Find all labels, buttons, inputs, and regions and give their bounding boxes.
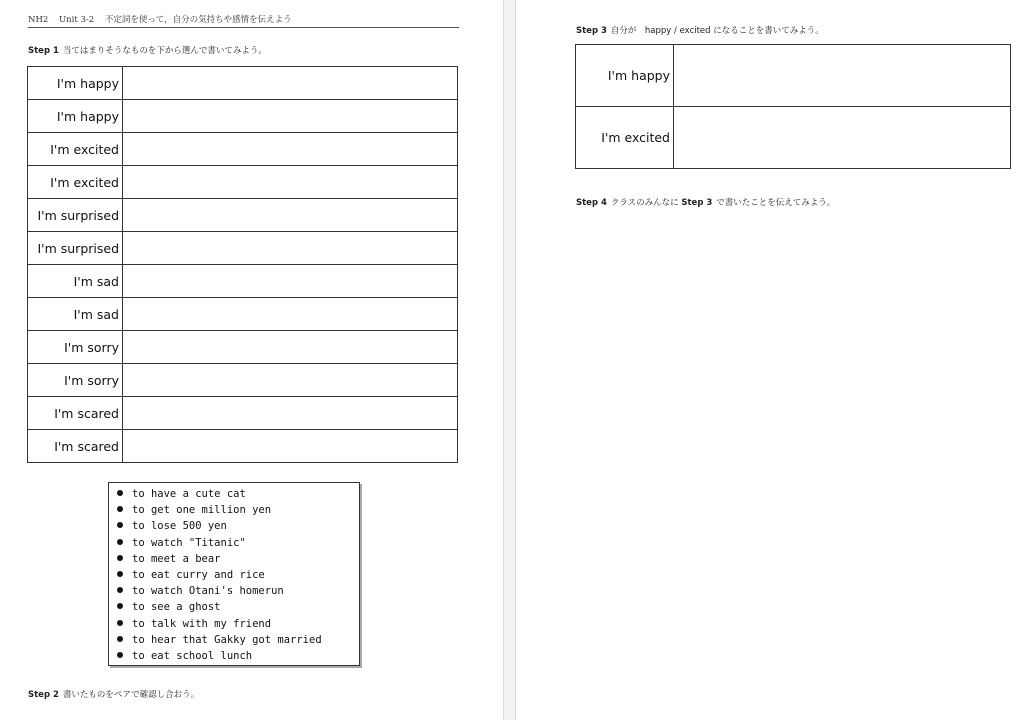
feeling-label: I'm scared <box>28 397 123 430</box>
list-item <box>117 518 353 534</box>
step2-heading <box>28 688 199 700</box>
answer-cell[interactable] <box>674 107 1011 169</box>
word-choice-text: to hear that Gakky got married <box>132 633 322 646</box>
table-row <box>28 199 458 232</box>
list-item <box>117 648 353 664</box>
feeling-label: I'm sad <box>28 265 123 298</box>
step1-instruction: 当てはまりそうなものを下から選んで書いてみよう。 <box>62 46 267 56</box>
step3-instruction: 自分が happy / excited になることを書いてみよう。 <box>610 26 824 36</box>
list-item <box>117 616 353 632</box>
step3-heading <box>576 24 824 36</box>
table-row <box>28 166 458 199</box>
word-choice-text: to eat school lunch <box>132 650 253 663</box>
answer-cell[interactable] <box>674 45 1011 107</box>
answer-cell[interactable] <box>123 199 458 232</box>
unit-label: Unit 3-2 <box>58 15 95 25</box>
page-gutter <box>503 0 516 720</box>
feeling-label: I'm surprised <box>28 232 123 265</box>
word-choice-text: to watch Otani's homerun <box>132 585 284 598</box>
table-row <box>28 232 458 265</box>
feeling-label: I'm surprised <box>28 199 123 232</box>
table-row <box>576 45 1011 107</box>
list-item <box>117 486 353 502</box>
feeling-label: I'm happy <box>28 100 123 133</box>
answer-cell[interactable] <box>123 298 458 331</box>
answer-cell[interactable] <box>123 67 458 100</box>
step1-label: Step 1 <box>28 46 59 56</box>
word-choice-box <box>108 482 360 666</box>
word-choice-text: to get one million yen <box>132 504 272 517</box>
answer-cell[interactable] <box>123 166 458 199</box>
word-choice-text: to watch "Titanic" <box>132 536 246 549</box>
bullet-icon <box>117 539 123 545</box>
answer-cell[interactable] <box>123 364 458 397</box>
step4-ref: Step 3 <box>681 198 713 208</box>
word-choice-list <box>117 486 353 664</box>
list-item <box>117 567 353 583</box>
list-item <box>117 551 353 567</box>
word-choice-text: to eat curry and rice <box>132 569 265 582</box>
feeling-label: I'm happy <box>576 45 674 107</box>
answer-cell[interactable] <box>123 265 458 298</box>
feeling-label: I'm excited <box>28 133 123 166</box>
course-code: NH2 <box>28 15 49 25</box>
feeling-label: I'm excited <box>28 166 123 199</box>
bullet-icon <box>117 490 123 496</box>
table-row <box>28 298 458 331</box>
list-item <box>117 535 353 551</box>
answer-cell[interactable] <box>123 100 458 133</box>
feeling-label: I'm sorry <box>28 364 123 397</box>
step1-table <box>27 66 458 463</box>
feeling-label: I'm sorry <box>28 331 123 364</box>
feeling-label: I'm excited <box>576 107 674 169</box>
list-item <box>117 583 353 599</box>
step1-heading <box>28 44 267 56</box>
table-row <box>576 107 1011 169</box>
bullet-icon <box>117 571 123 577</box>
step2-label: Step 2 <box>28 690 59 700</box>
table-row <box>28 133 458 166</box>
word-choice-text: to meet a bear <box>132 552 221 565</box>
list-item <box>117 632 353 648</box>
bullet-icon <box>117 522 123 528</box>
feeling-label: I'm sad <box>28 298 123 331</box>
table-row <box>28 364 458 397</box>
table-row <box>28 265 458 298</box>
word-choice-text: to talk with my friend <box>132 617 272 630</box>
bullet-icon <box>117 652 123 658</box>
answer-cell[interactable] <box>123 133 458 166</box>
table-row <box>28 397 458 430</box>
step3-table <box>575 44 1011 169</box>
bullet-icon <box>117 603 123 609</box>
table-row <box>28 67 458 100</box>
worksheet-header <box>28 13 459 28</box>
word-choice-text: to lose 500 yen <box>132 520 227 533</box>
feeling-label: I'm scared <box>28 430 123 463</box>
word-choice-text: to have a cute cat <box>132 488 246 500</box>
bullet-icon <box>117 555 123 561</box>
step3-label: Step 3 <box>576 26 607 36</box>
word-choice-text: to see a ghost <box>132 601 221 614</box>
feeling-label: I'm happy <box>28 67 123 100</box>
bullet-icon <box>117 636 123 642</box>
table-row <box>28 331 458 364</box>
step4-heading <box>576 196 835 208</box>
step4-label: Step 4 <box>576 198 607 208</box>
answer-cell[interactable] <box>123 430 458 463</box>
list-item <box>117 502 353 518</box>
bullet-icon <box>117 506 123 512</box>
step4-instruction-before: クラスのみんなに <box>610 198 679 208</box>
answer-cell[interactable] <box>123 331 458 364</box>
step4-instruction-after: で書いたことを伝えてみよう。 <box>716 198 836 208</box>
step2-instruction: 書いたものをペアで確認し合おう。 <box>62 690 200 700</box>
list-item <box>117 599 353 615</box>
answer-cell[interactable] <box>123 232 458 265</box>
answer-cell[interactable] <box>123 397 458 430</box>
table-row <box>28 100 458 133</box>
bullet-icon <box>117 620 123 626</box>
worksheet-title: 不定詞を使って，自分の気持ちや感情を伝えよう <box>104 15 292 25</box>
table-row <box>28 430 458 463</box>
bullet-icon <box>117 587 123 593</box>
